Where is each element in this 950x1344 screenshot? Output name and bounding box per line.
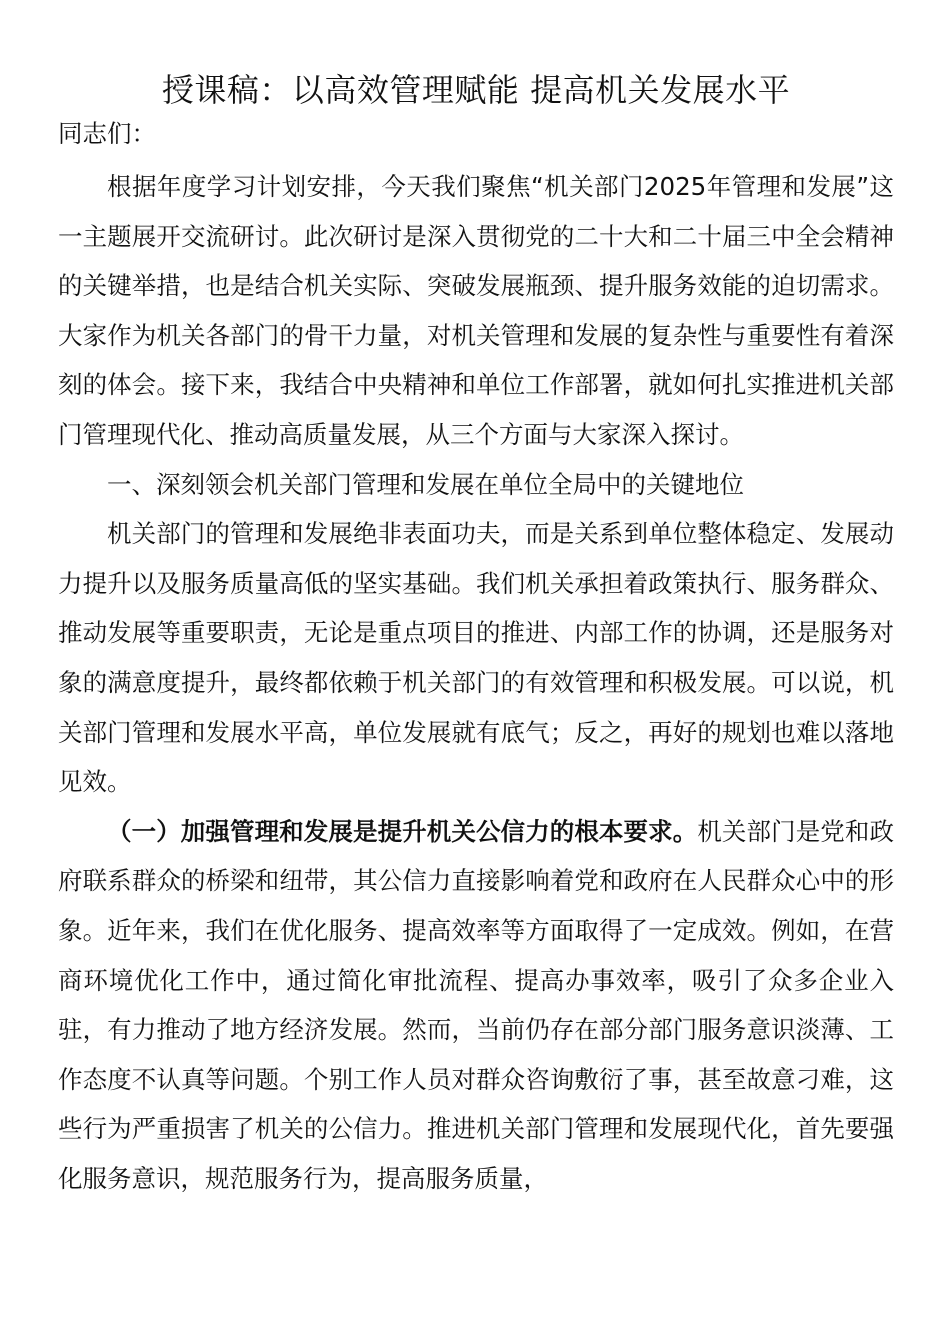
subsection-1-paragraph xyxy=(58,807,894,1204)
section-1-paragraph: 机关部门的管理和发展绝非表面功夫，而是关系到单位整体稳定、发展动力提升以及服务质量高低的坚实基础。我们机关承担着政策执行、服务群众、推动发展等重要职责，无论是重点项目的推进、内部工作的协调，还是服务对象的满意度提升，最终都依赖于机关部门的有效管理和积极发展。可以说，机关部门管理和发展水平高，单位发展就有底气；反之，再好的规划也难以落地见效。 xyxy=(58,519,894,797)
salutation: 同志们： xyxy=(58,119,156,148)
document-title: 授课稿：以高效管理赋能 提高机关发展水平 xyxy=(161,71,791,109)
document-page xyxy=(58,68,894,1203)
subsection-1-lead: （一）加强管理和发展是提升机关公信力的根本要求。 xyxy=(107,816,698,846)
subsection-1-body: 机关部门是党和政府联系群众的桥梁和纽带，其公信力直接影响着党和政府在人民群众心中的形象。近年来，我们在优化服务、提高效率等方面取得了一定成效。例如，在营商环境优化工作中，通过简化审批流程、提高办事效率，吸引了众多企业入驻，有力推动了地方经济发展。然而，当前仍存在部分部门服务意识淡薄、工作态度不认真等问题。个别工作人员对群众咨询敷衍了事，甚至故意刁难，这些行为严重损害了机关的公信力。推进机关部门管理和发展现代化，首先要强化服务意识，规范服务行为，提高服务质量， xyxy=(58,816,895,1193)
intro-paragraph: 根据年度学习计划安排，今天我们聚焦“机关部门2025年管理和发展”这一主题展开交流研讨。此次研讨是深入贯彻党的二十大和二十届三中全会精神的关键举措，也是结合机关实际、突破发展瓶颈、提升服务效能的迫切需求。大家作为机关各部门的骨干力量，对机关管理和发展的复杂性与重要性有着深刻的体会。接下来，我结合中央精神和单位工作部署，就如何扎实推进机关部门管理现代化、推动高质量发展，从三个方面与大家深入探讨。 xyxy=(58,172,894,449)
section-1-heading: 一、深刻领会机关部门管理和发展在单位全局中的关键地位 xyxy=(107,469,744,499)
